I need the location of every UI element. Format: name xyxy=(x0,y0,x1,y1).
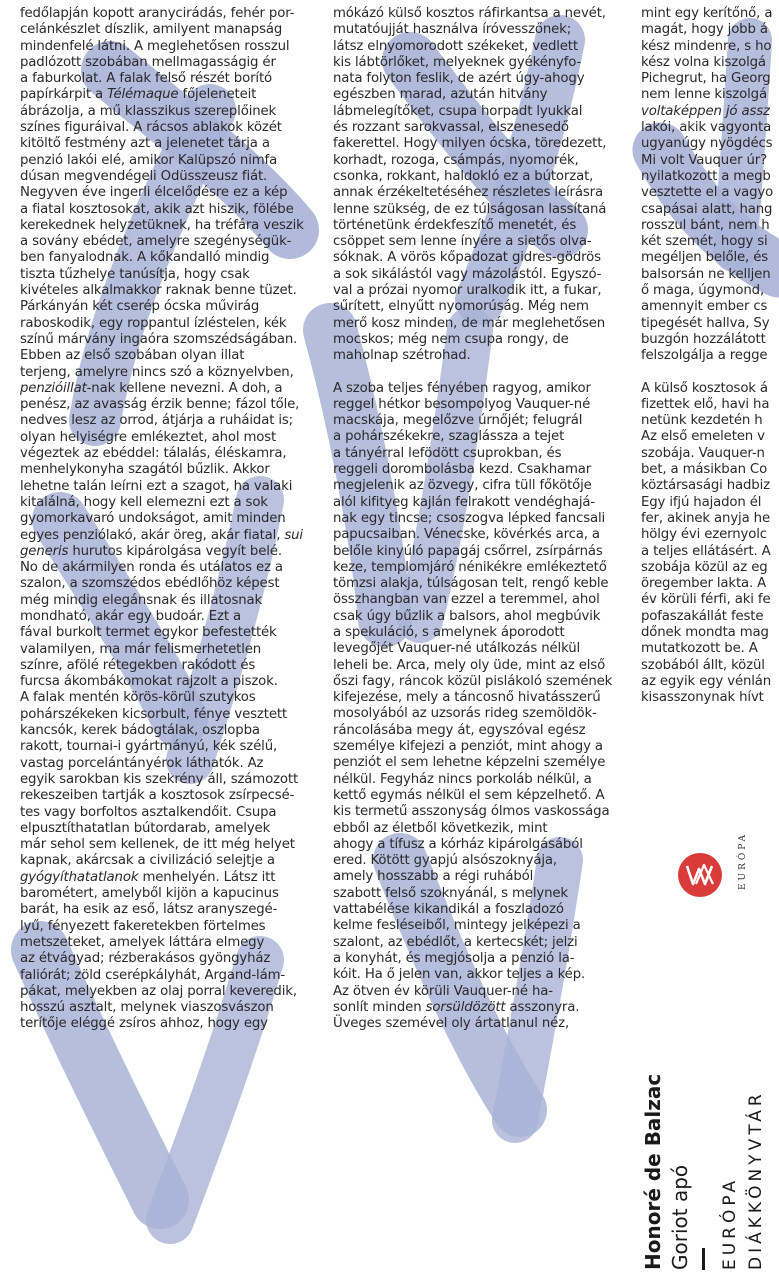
text-line xyxy=(20,544,305,560)
italic-segment: gyógyíthatatlanok xyxy=(20,869,139,885)
text-line: Egy ifjú hajadon él xyxy=(641,494,762,510)
text-line: kettő egymás nélkül el sem képzelhető. A xyxy=(333,787,605,803)
text-line: buzgón hozzálátott xyxy=(641,331,766,347)
text-line: a pohárszékekre, szaglássza a tejet xyxy=(333,429,565,445)
text-line xyxy=(641,104,779,120)
text-segment: hurutos kipárolgása vegyít belé. xyxy=(68,543,282,559)
text-line: leheli be. Arca, mely oly üde, mint az első xyxy=(333,657,606,673)
text-line: ábrázolja, a mű klasszikus szereplőinek xyxy=(20,103,277,119)
text-segment: -nak kellene nevezni. A doh, a xyxy=(86,380,283,396)
text-line xyxy=(20,528,305,544)
paragraph-gap xyxy=(641,365,779,381)
text-line: reggeli dorombolásba kezd. Csakhamar xyxy=(333,462,592,478)
text-line: kapnak, akárcsak a civilizáció selejtje a xyxy=(20,853,275,869)
text-line: furcsa ákombákomokat rajzolt a piszok. xyxy=(20,674,278,690)
text-line: lehetne talán leírni ezt a szagot, ha valaki xyxy=(20,478,293,494)
text-line: mutatóujját használva íróvesszőnek; xyxy=(333,22,572,38)
book-spine xyxy=(640,940,769,1270)
text-line: mutatkozott be. A xyxy=(641,641,758,657)
text-line: fával burkolt termet egykor befestették xyxy=(20,625,277,641)
text-line: padlózott szobában mellmagasságig ér xyxy=(20,54,276,70)
text-segment: főjeleneteit xyxy=(178,87,257,103)
text-segment: menhelyén. Látsz itt xyxy=(138,869,276,885)
europa-publisher-logo-icon xyxy=(676,851,724,899)
text-line: No de akármilyen ronda és utálatos ez a xyxy=(20,560,283,576)
text-line: csapásai alatt, hang xyxy=(641,201,773,217)
text-line: rakott, tournai-i gyártmányú, kék szélű, xyxy=(20,739,278,755)
logo-publisher-name: EURÓPA xyxy=(738,832,748,891)
text-line: bet, a másikban Co xyxy=(641,462,768,478)
text-line: vastag porcelántányérok láthatók. Az xyxy=(20,755,264,771)
text-line: Üveges szemével oly ártatlanul néz, xyxy=(333,1016,570,1032)
text-line: még mindig elegánsnak és illatosnak xyxy=(20,592,263,608)
text-line: sóknak. A vörös kőpadozat gidres-gödrös xyxy=(333,250,601,266)
text-line: celánkészlet díszlik, amilyent manapság xyxy=(20,22,283,38)
text-line: a konyhát, és megjósolja a penzió la- xyxy=(333,950,575,966)
text-line: tipegését hallva, Sy xyxy=(641,315,770,331)
text-line xyxy=(333,1000,615,1016)
text-line: a spekuláció, s amelynek áporodott xyxy=(333,624,565,640)
text-line: netünk kezdetén h xyxy=(641,413,763,429)
text-line: színre, afölé rétegekben rakódott és xyxy=(20,657,256,673)
text-line: A szoba teljes fényében ragyog, amikor xyxy=(333,380,591,396)
text-line: val a prózai nyomor uralkodik itt, a fukar, xyxy=(333,283,602,299)
text-line: kész volna kiszolgá xyxy=(641,54,766,70)
text-line: balsorsán ne kelljen xyxy=(641,266,771,282)
text-line: menhelykonyha szagától bűzlik. Akkor xyxy=(20,462,270,478)
text-line: terjeng, amelyre nincs szó a köznyelvben, xyxy=(20,364,294,380)
text-line: ráncolásába megy át, egyszóval egész xyxy=(333,722,586,738)
text-line xyxy=(20,381,305,397)
text-line: ben fanyalodnak. A kőkandalló mindig xyxy=(20,250,270,266)
text-line: fedőlapján kopott aranycirádás, fehér por- xyxy=(20,6,295,21)
text-line: a fiatal kosztosokat, akik azt hiszik, fölébe xyxy=(20,201,294,217)
text-line: dőnek mondta mag xyxy=(641,624,769,640)
text-line: nak egy tincse; csoszogva lépked fancsali xyxy=(333,510,606,526)
italic-segment: penzióillat xyxy=(20,380,87,396)
text-line: Mi volt Vauquer úr? xyxy=(641,152,768,168)
text-line: ugyanúgy nyögdécs xyxy=(641,136,773,152)
text-line: szabott felső szoknyánál, s melynek xyxy=(333,885,568,901)
text-line: vattabélése kikandikál a foszladozó xyxy=(333,902,564,918)
text-line: kifejezése, mely a táncosnő hivatásszerű xyxy=(333,690,601,706)
text-line: két szemét, hogy si xyxy=(641,234,768,250)
text-line: fer, akinek anyja he xyxy=(641,510,770,526)
text-line: a tányérral lefödött csuprokban, és xyxy=(333,445,562,461)
text-line: penzió lakói elé, amikor Kalüpszó nimfa xyxy=(20,152,278,168)
text-line: már sehol sem kellenek, de itt még helyet xyxy=(20,837,295,853)
italic-segment: sui xyxy=(284,527,303,543)
text-line: mosolyából az uzsorás rideg szemöldök- xyxy=(333,706,597,722)
text-line: macskája, megelőzve úrnőjét; felugrál xyxy=(333,413,583,429)
text-line: kivételes alkalmakkor raknak benne tüzet. xyxy=(20,283,297,299)
text-line: elpusztíthatatlan bútordarab, amelyek xyxy=(20,820,271,836)
text-line: csonka, rokkant, haldokló ez a bútorzat, xyxy=(333,168,594,184)
text-line: fakerettel. Hogy milyen ócska, töredezett, xyxy=(333,136,607,152)
text-line: év körüli férfi, aki fe xyxy=(641,592,771,608)
text-line: a faburkolat. A falak felső részét borító xyxy=(20,71,272,87)
text-segment: sonlít minden xyxy=(333,999,426,1015)
text-line xyxy=(20,87,305,103)
text-line: valamilyen, ma már felismerhetetlen xyxy=(20,641,262,657)
text-segment: egyes penziólakó, akár öreg, akár fiatal, xyxy=(20,527,285,543)
spine-author: Honoré de Balzac xyxy=(641,1073,665,1270)
italic-segment: voltaképpen jó assz xyxy=(641,103,770,119)
text-line: reggel hétkor besompolyog Vauquer-né xyxy=(333,396,591,412)
text-line: gyomorkavaró undokságot, amit minden xyxy=(20,511,286,527)
text-line: tes vagy borfoltos asztalkendőit. Csupa xyxy=(20,804,277,820)
text-line: kis lábtörlőket, melyeknek gyékényfo- xyxy=(333,54,582,70)
text-line: barométert, amelyből kijön a kapucinus xyxy=(20,886,279,902)
text-line: fizettek elő, havi ha xyxy=(641,396,770,412)
text-line: pohárszékeken kicsorbult, fénye vesztett xyxy=(20,706,287,722)
text-line: merő kosz minden, de már meglehetősen xyxy=(333,315,606,331)
text-line: metszeteket, amelyek láttára elmegy xyxy=(20,934,265,950)
text-line: A külső kosztosok á xyxy=(641,380,768,396)
text-line: mindenfelé látni. A meglehetősen rosszul xyxy=(20,38,290,54)
text-line: ebből az életből következik, mint xyxy=(333,820,548,836)
text-line: alól kifityeg kajlán felrakott vendéghajá- xyxy=(333,494,596,510)
text-line: olyan helyiségre emlékeztet, ahol most xyxy=(20,429,277,445)
text-line: lyű, fényezett fakeretekben förtelmes xyxy=(20,918,266,934)
text-line: dúsan megvendégeli Odüsszeusz fiát. xyxy=(20,168,268,184)
text-line: Párkányán két cserép ócska művirág xyxy=(20,299,260,315)
text-line: lábmelegítőket, csupa horpadt lyukkal xyxy=(333,103,583,119)
text-line: nyilatkozott a megb xyxy=(641,168,771,184)
text-column-3 xyxy=(641,6,779,706)
text-line: kancsók, kerek bádogtálak, oszlopba xyxy=(20,723,260,739)
text-line: amely hosszabb a régi ruhából xyxy=(333,869,534,885)
text-line: szobája. Vauquer-n xyxy=(641,445,765,461)
text-line: mondható, akár egy budoár. Ezt a xyxy=(20,608,241,624)
text-line: mókázó külső kosztos ráfirkantsa a nevét, xyxy=(333,6,606,21)
italic-segment: generis xyxy=(20,543,69,559)
text-line: kitöltő festmény azt a jelenetet tárja a xyxy=(20,136,270,152)
text-line: nem lenne kiszolgá xyxy=(641,87,767,103)
text-line: penész, az avasság érzik benne; fázol tőle, xyxy=(20,397,300,413)
text-line: ered. Kötött gyapjú alsószoknyája, xyxy=(333,853,557,869)
text-line: csöppet sem lenne ínyére a sietős olva- xyxy=(333,234,592,250)
text-line: színes figuráival. A rácsos ablakok közét xyxy=(20,120,282,136)
text-line: pofaszakállát feste xyxy=(641,608,764,624)
spine-series-name: EURÓPA xyxy=(720,1176,740,1270)
text-line: kerekednek helyzetüknek, ha tréfára veszik xyxy=(20,217,304,233)
text-line: rekeszeiben tartják a kosztosok zsírpecsé- xyxy=(20,788,295,804)
text-line: Negyven éve ingerli élcelődésre ez a kép xyxy=(20,185,288,201)
text-line: személye kifejezi a penziót, mint ahogy a xyxy=(333,739,603,755)
text-line: sűrített, elnyűtt nyomorúság. Még nem xyxy=(333,299,589,315)
text-line: keze, templomjáró nénikékre emlékeztető xyxy=(333,559,607,575)
text-line: terítője eléggé zsíros ahhoz, hogy egy xyxy=(20,1016,268,1032)
text-column-1 xyxy=(20,6,305,1033)
text-line: rosszul bánt, nem h xyxy=(641,217,770,233)
text-line: pákat, melyekben az olaj porral keveredik, xyxy=(20,983,297,999)
text-line: levegőjét Vauquer-né utálkozás nélkül xyxy=(333,641,581,657)
text-line: tiszta tűzhelye tanúsítja, hogy csak xyxy=(20,266,250,282)
text-line: maholnap szétrohad. xyxy=(333,348,471,364)
text-line: Pichegrut, ha Georg xyxy=(641,71,771,87)
text-line: kis termetű asszonyság ólmos vaskossága xyxy=(333,804,610,820)
text-line: magát, hogy jobb á xyxy=(641,22,768,38)
spine-divider xyxy=(702,1248,705,1270)
text-line: szalont, az ebédlőt, a kertecskét; jelzi xyxy=(333,934,578,950)
text-line: látsz elnyomorodott székeket, vedlett xyxy=(333,38,578,54)
text-line: az egyik egy vénlán xyxy=(641,673,772,689)
text-segment: asszonyra. xyxy=(505,999,580,1015)
spine-title: Goriot apó xyxy=(668,1164,692,1270)
text-line: penziót el sem lehetne képzelni személye xyxy=(333,755,606,771)
text-line: barát, ha esik az eső, látsz aranyszegé- xyxy=(20,902,278,918)
text-line: mint egy kerítőnő, a xyxy=(641,6,773,21)
text-line: faliórát; zöld cserépkályhát, Argand-lám- xyxy=(20,967,286,983)
text-line: nata folyton feslik, de azért úgy-ahogy xyxy=(333,71,585,87)
text-line: Az ötven év körüli Vauquer-né ha- xyxy=(333,983,553,999)
text-line: szobából állt, közül xyxy=(641,657,765,673)
text-line: Az első emeleten v xyxy=(641,429,765,445)
text-line: belőle kinyúló papagáj csőrrel, zsírpárnás xyxy=(333,543,603,559)
text-line: az étvágyad; rézberakásos gyöngyház xyxy=(20,951,271,967)
text-line: színű márvány ingaóra szomszédságában. xyxy=(20,331,298,347)
text-line: papucsaiban. Vénecske, kövérkés arca, a xyxy=(333,527,600,543)
text-line: köztársasági hadbiz xyxy=(641,478,770,494)
text-line: korhadt, rozoga, csámpás, nyomorék, xyxy=(333,152,579,168)
text-line: a teljes ellátásért. A xyxy=(641,543,771,559)
text-line: ő maga, úgymond, xyxy=(641,283,765,299)
text-line: hosszú asztalt, melynek viaszosvászon xyxy=(20,1000,274,1016)
text-line: felszolgálja a regge xyxy=(641,348,768,364)
text-line: megjelenik az özvegy, cifra tüll főkötője xyxy=(333,478,592,494)
text-line: kelme fesléseiből, mintegy jelképezi a xyxy=(333,918,581,934)
italic-segment: Télémaque xyxy=(107,87,179,103)
text-line: hölgy évi ezernyolc xyxy=(641,527,767,543)
text-line: kitalálná, hogy kell elemezni ezt a sok xyxy=(20,494,268,510)
text-line: végeztek az ebéddel: tálalás, éléskamra, xyxy=(20,446,287,462)
text-line: öregember lakta. A xyxy=(641,576,767,592)
text-line: történetünk érdekfeszítő menetét, és xyxy=(333,217,577,233)
text-line: megéljen belőle, és xyxy=(641,250,769,266)
spine-series-subtitle: DIÁKKÖNYVTÁR xyxy=(746,1090,766,1270)
text-line: annak érzékeltetéséhez részletes leírásra xyxy=(333,185,603,201)
text-line: kóit. Ha ő jelen van, akkor teljes a kép. xyxy=(333,967,586,983)
text-line: nedves lesz az orrod, átjárja a ruháidat is; xyxy=(20,413,293,429)
text-line: tömzsi alakja, túlságosan telt, rengő keble xyxy=(333,576,609,592)
text-line: lakói, akik vagyonta xyxy=(641,120,772,136)
text-line: egyik sarokban kis szekrény áll, számozott xyxy=(20,771,299,787)
text-line: lenne szükség, de ez túlságosan lassítaná xyxy=(333,201,607,217)
text-line xyxy=(20,870,305,886)
text-line: A falak mentén körös-körül szutykos xyxy=(20,690,256,706)
italic-segment: sorsüldözött xyxy=(425,999,506,1015)
text-column-2 xyxy=(333,6,615,1032)
text-line: kész mindenre, s ho xyxy=(641,38,772,54)
text-line: amennyit ember cs xyxy=(641,299,768,315)
paragraph-gap xyxy=(333,365,615,381)
text-line: a sovány ebédet, amelyre szegénységük- xyxy=(20,234,292,250)
text-line: szalon, a szomszédos ebédlőhöz képest xyxy=(20,576,280,592)
text-line: nélkül. Fegyház nincs porkoláb nélkül, a xyxy=(333,771,592,787)
text-line: a sok sikálástól vagy mázolástól. Egyszó- xyxy=(333,266,602,282)
text-line: raboskodik, egy roppantul ízléstelen, kék xyxy=(20,315,287,331)
text-line: egészben marad, azután hitvány xyxy=(333,87,548,103)
text-segment: papírkárpit a xyxy=(20,87,108,103)
text-line: vesztette el a vagyo xyxy=(641,185,774,201)
text-line: szobája közül az eg xyxy=(641,559,768,575)
text-line: Ebben az első szobában olyan illat xyxy=(20,348,245,364)
text-line: és rozzant sarokvassal, elszenesedő xyxy=(333,120,569,136)
text-line: összhangban van ezzel a teremmel, ahol xyxy=(333,592,600,608)
text-line: csak úgy bűzlik a balsors, ahol megbúvik xyxy=(333,608,601,624)
text-line: mocskos; még nem csupa rongy, de xyxy=(333,331,569,347)
text-line: őszi fagy, ráncok közül pislákoló szemének xyxy=(333,673,613,689)
text-line: ahogy a tífusz a kórház kipárolgásából xyxy=(333,836,583,852)
text-line: kisasszonynak hívt xyxy=(641,690,764,706)
